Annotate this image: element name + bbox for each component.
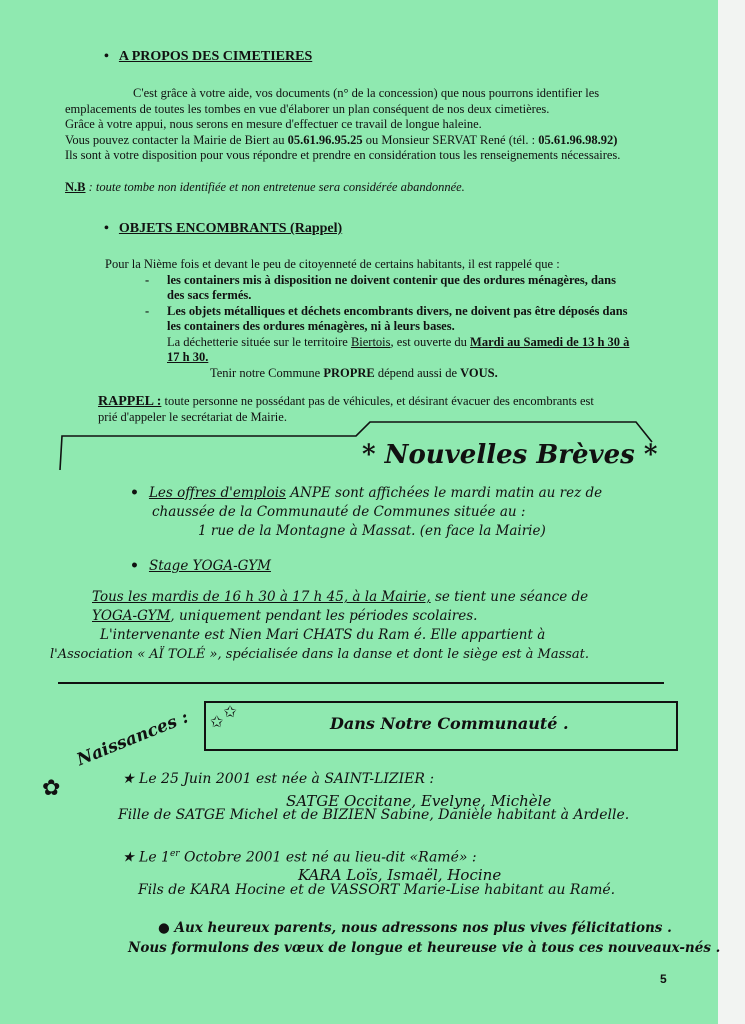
list-item: - les containers mis à disposition ne doivent contenir que des ordures ménagères, dans — [145, 272, 616, 287]
propre-line: Tenir notre Commune PROPRE dépend aussi de VOUS. — [210, 365, 498, 380]
paragraph-line: emplacements de toutes les tombes en vue d'élaborer un plan conséquent de nos deux cimetières. — [65, 101, 550, 116]
section-title: A PROPOS DES CIMETIERES — [118, 49, 313, 64]
felicitations-line: ● Aux heureux parents, nous adressons nos plus vives félicitations . — [158, 920, 672, 936]
bullet-icon: ● — [158, 920, 170, 936]
bullet-icon: • — [104, 221, 109, 236]
dechetterie-line: La déchetterie située sur le territoire Biertois, est ouverte du Mardi au Samedi de 13 h 30 à — [167, 334, 630, 349]
bullet-icon: • — [104, 49, 109, 64]
birth-1-date: ★ Le 25 Juin 2001 est née à SAINT-LIZIER : — [122, 770, 435, 787]
asterisk-icon: * — [643, 440, 658, 470]
list-item-cont: des sacs fermés. — [167, 288, 252, 302]
birth-1-name: SATGE Occitane, Evelyne, Michèle — [286, 792, 552, 810]
page-edge — [718, 0, 745, 1024]
birth-2-name: KARA Loïs, Ismaël, Hocine — [298, 866, 502, 884]
paragraph-line: Ils sont à votre disposition pour vous répondre et prendre en considération tous les renseignements nécessaires. — [65, 148, 621, 162]
breve-yoga-association: l'Association « AÏ TOLÉ », spécialisée dans la danse et dont le siège est à Massat. — [50, 647, 590, 662]
breve-yoga-title: • Stage YOGA-GYM — [130, 558, 271, 574]
birth-2-date: ★ Le 1er Octobre 2001 est né au lieu-dit «Ramé» : — [122, 848, 477, 866]
paragraph-line: Pour la Nième fois et devant le peu de citoyenneté de certains habitants, il est rappelé que : — [105, 257, 560, 271]
star-outline-icon: ✩ — [223, 702, 237, 721]
birth-1-parents: Fille de SATGE Michel et de BIZIEN Sabine, Danièle habitant à Ardelle. — [118, 807, 630, 823]
star-icon: ★ — [122, 770, 135, 786]
nb-note: N.B : toute tombe non identifiée et non entretenue sera considérée abandonnée. — [65, 180, 465, 194]
section-title: OBJETS ENCOMBRANTS (Rappel) — [118, 221, 343, 236]
rappel-note: RAPPEL : toute personne ne possédant pas de véhicules, et désirant évacuer des encombrants est prié d'appeler le secrétariat de Mairie. — [98, 394, 594, 424]
star-outline-icon: ✩ — [210, 712, 224, 731]
paragraph-line: Grâce à votre appui, nous serons en mesure d'effectuer ce travail de longue haleine. — [65, 117, 482, 131]
breve-anpe: • Les offres d'emplois ANPE sont affichées le mardi matin au rez de chaussée de la Communauté de Communes située au : 1 rue de la Montagne à Massat. (en face la Mairie) — [130, 485, 603, 539]
naissances-heading: Naissances : — [74, 707, 192, 771]
communaute-title: Dans Notre Communauté . — [330, 714, 569, 733]
bullet-icon: • — [130, 558, 139, 574]
asterisk-icon: * — [362, 440, 376, 470]
flower-icon: ✿ — [42, 775, 61, 800]
breves-title: * Nouvelles Brèves * — [362, 440, 658, 470]
birth-2-parents: Fils de KARA Hocine et de VASSORT Marie-Lise habitant au Ramé. — [138, 882, 616, 898]
paragraph-line: C'est grâce à votre aide, vos documents (n° de la concession) que nous pourrons identifier les — [133, 86, 600, 100]
list-item-cont: les containers des ordures ménagères, ni à leurs bases. — [167, 319, 455, 333]
contact-line: Vous pouvez contacter la Mairie de Biert au 05.61.96.95.25 ou Monsieur SERVAT René (tél. : 05.61.96.98.92) — [65, 132, 618, 147]
voeux-line: Nous formulons des vœux de longue et heureuse vie à tous ces nouveaux-nés . — [128, 940, 721, 956]
dechetterie-hours: 17 h 30. — [167, 350, 209, 364]
list-item: - Les objets métalliques et déchets encombrants divers, ne doivent pas être déposés dans — [145, 303, 628, 318]
communaute-stars — [210, 702, 237, 731]
star-icon: ★ — [122, 848, 135, 865]
bullet-icon: • — [130, 485, 139, 501]
breve-yoga-body: Tous les mardis de 16 h 30 à 17 h 45, à la Mairie, se tient une séance de YOGA-GYM, uniquement pendant les périodes scolaires. L'intervenante est Nien Mari CHATS du Ram é. Elle appartient à — [92, 589, 589, 643]
page-number: 5 — [660, 972, 667, 986]
